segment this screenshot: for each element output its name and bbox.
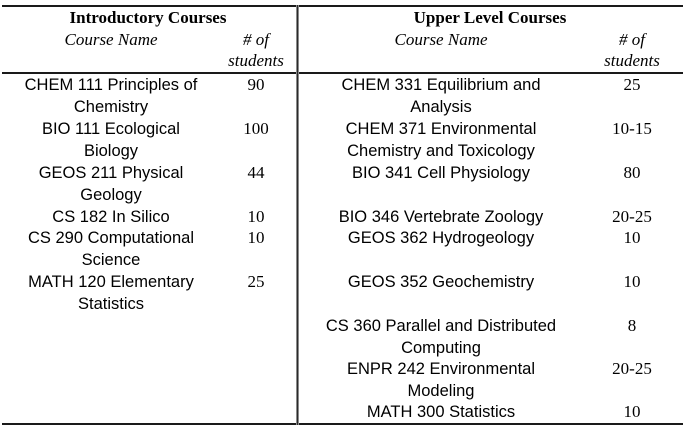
- upper-title: Upper Level Courses: [413, 8, 567, 27]
- upper-course-name: GEOS 362 Hydrogeology: [347, 229, 535, 247]
- intro-col-students-2: students: [228, 51, 284, 70]
- upper-course-name: BIO 341 Cell Physiology: [352, 164, 530, 182]
- intro-col-course-name: Course Name: [64, 30, 158, 49]
- upper-course-students: 10: [623, 402, 641, 421]
- upper-course-name: Analysis: [410, 98, 472, 116]
- intro-course-name: Geology: [80, 186, 142, 204]
- intro-course-students: 10: [247, 228, 265, 247]
- section-divider-inner: [297, 5, 298, 425]
- intro-course-name: Statistics: [77, 295, 145, 313]
- upper-course-name: CS 360 Parallel and Distributed: [325, 317, 557, 335]
- intro-course-name: Chemistry: [73, 98, 149, 116]
- intro-course-students: 25: [247, 272, 265, 291]
- intro-course-name: GEOS 211 Physical: [38, 164, 184, 182]
- upper-course-name: CHEM 331 Equilibrium and: [341, 76, 541, 94]
- upper-course-name: Computing: [401, 339, 481, 357]
- intro-course-students: 90: [247, 75, 265, 94]
- intro-course-students: 100: [243, 119, 269, 138]
- upper-course-name: ENPR 242 Environmental: [346, 360, 535, 378]
- intro-title: Introductory Courses: [69, 8, 227, 27]
- intro-course-name: CS 182 In Silico: [52, 208, 170, 226]
- upper-course-name: Modeling: [407, 382, 475, 400]
- upper-course-students: 20-25: [612, 359, 652, 378]
- upper-course-name: MATH 300 Statistics: [366, 403, 516, 421]
- upper-course-name: CHEM 371 Environmental: [345, 120, 537, 138]
- intro-course-name: Biology: [83, 142, 139, 160]
- intro-course-students: 44: [247, 163, 265, 182]
- intro-col-students-1: # of: [243, 30, 269, 49]
- bottom-border: [2, 423, 683, 425]
- intro-course-name: CS 290 Computational: [27, 229, 194, 247]
- intro-course-name: CHEM 111 Principles of: [24, 76, 198, 94]
- upper-course-students: 10-15: [612, 119, 652, 138]
- intro-course-students: 10: [247, 207, 265, 226]
- upper-col-students-2: students: [604, 51, 660, 70]
- top-border: [2, 5, 683, 7]
- upper-col-students-1: # of: [619, 30, 645, 49]
- upper-course-students: 10: [623, 228, 641, 247]
- upper-course-name: BIO 346 Vertebrate Zoology: [338, 208, 544, 226]
- upper-course-students: 20-25: [612, 207, 652, 226]
- intro-course-name: BIO 111 Ecological: [42, 120, 180, 138]
- upper-course-name: Chemistry and Toxicology: [347, 142, 535, 160]
- intro-course-name: MATH 120 Elementary: [28, 273, 194, 291]
- intro-course-name: Science: [81, 251, 141, 269]
- upper-course-name: GEOS 352 Geochemistry: [347, 273, 535, 291]
- upper-course-students: 80: [623, 163, 641, 182]
- upper-course-students: 8: [627, 316, 637, 335]
- upper-course-students: 25: [623, 75, 641, 94]
- upper-col-course-name: Course Name: [394, 30, 488, 49]
- upper-course-students: 10: [623, 272, 641, 291]
